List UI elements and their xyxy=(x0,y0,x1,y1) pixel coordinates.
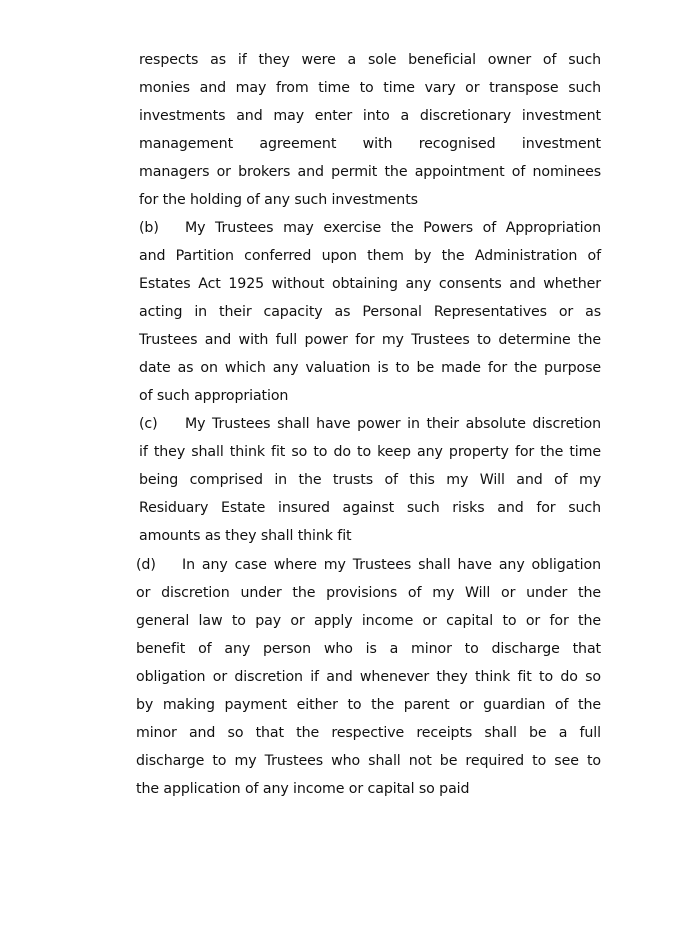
text-line: investments and may enter into a discretionary investment xyxy=(139,108,601,124)
text-line: respects as if they were a sole beneficial owner of such xyxy=(139,52,601,68)
text-line: managers or brokers and permit the appointment of nominees xyxy=(139,164,601,180)
text-line-content: In any case where my Trustees shall have any obligation xyxy=(182,557,601,573)
text-line: or discretion under the provisions of my Will or under the xyxy=(136,585,601,601)
text-line: Residuary Estate insured against such risks and for such xyxy=(139,500,601,516)
text-line xyxy=(136,551,601,579)
text-line: acting in their capacity as Personal Representatives or as xyxy=(139,304,601,320)
text-line: general law to pay or apply income or capital to or for the xyxy=(136,613,601,629)
text-line: and Partition conferred upon them by the Administration of xyxy=(139,248,601,264)
text-line: discharge to my Trustees who shall not be required to see to xyxy=(136,753,601,769)
text-line: by making payment either to the parent or guardian of the xyxy=(136,697,601,713)
text-line-content: My Trustees may exercise the Powers of Appropriation xyxy=(185,220,601,236)
text-line xyxy=(139,410,601,438)
text-line: obligation or discretion if and whenever they think fit to do so xyxy=(136,669,601,685)
paragraph-investments-continued xyxy=(139,46,601,214)
clause-label: (d) xyxy=(136,557,156,573)
text-line xyxy=(139,214,601,242)
clause-label: (b) xyxy=(139,220,159,236)
text-line: if they shall think fit so to do to keep any property for the time xyxy=(139,444,601,460)
text-line: monies and may from time to time vary or transpose such xyxy=(139,80,601,96)
clause-label: (c) xyxy=(139,416,158,432)
text-line: of such appropriation xyxy=(139,388,289,404)
text-line: Estates Act 1925 without obtaining any consents and whether xyxy=(139,276,601,292)
text-line: date as on which any valuation is to be made for the purpose xyxy=(139,360,601,376)
clause-d xyxy=(136,551,601,803)
text-line: Trustees and with full power for my Trustees to determine the xyxy=(139,332,601,348)
text-line: management agreement with recognised investment xyxy=(139,136,601,152)
text-line: the application of any income or capital so paid xyxy=(136,781,470,797)
text-line: minor and so that the respective receipts shall be a full xyxy=(136,725,601,741)
text-line-content: My Trustees shall have power in their absolute discretion xyxy=(185,416,601,432)
text-line: amounts as they shall think fit xyxy=(139,528,352,544)
clause-c xyxy=(139,410,601,550)
text-line: benefit of any person who is a minor to discharge that xyxy=(136,641,601,657)
clause-b xyxy=(139,214,601,410)
text-line: being comprised in the trusts of this my Will and of my xyxy=(139,472,601,488)
text-line: for the holding of any such investments xyxy=(139,192,418,208)
